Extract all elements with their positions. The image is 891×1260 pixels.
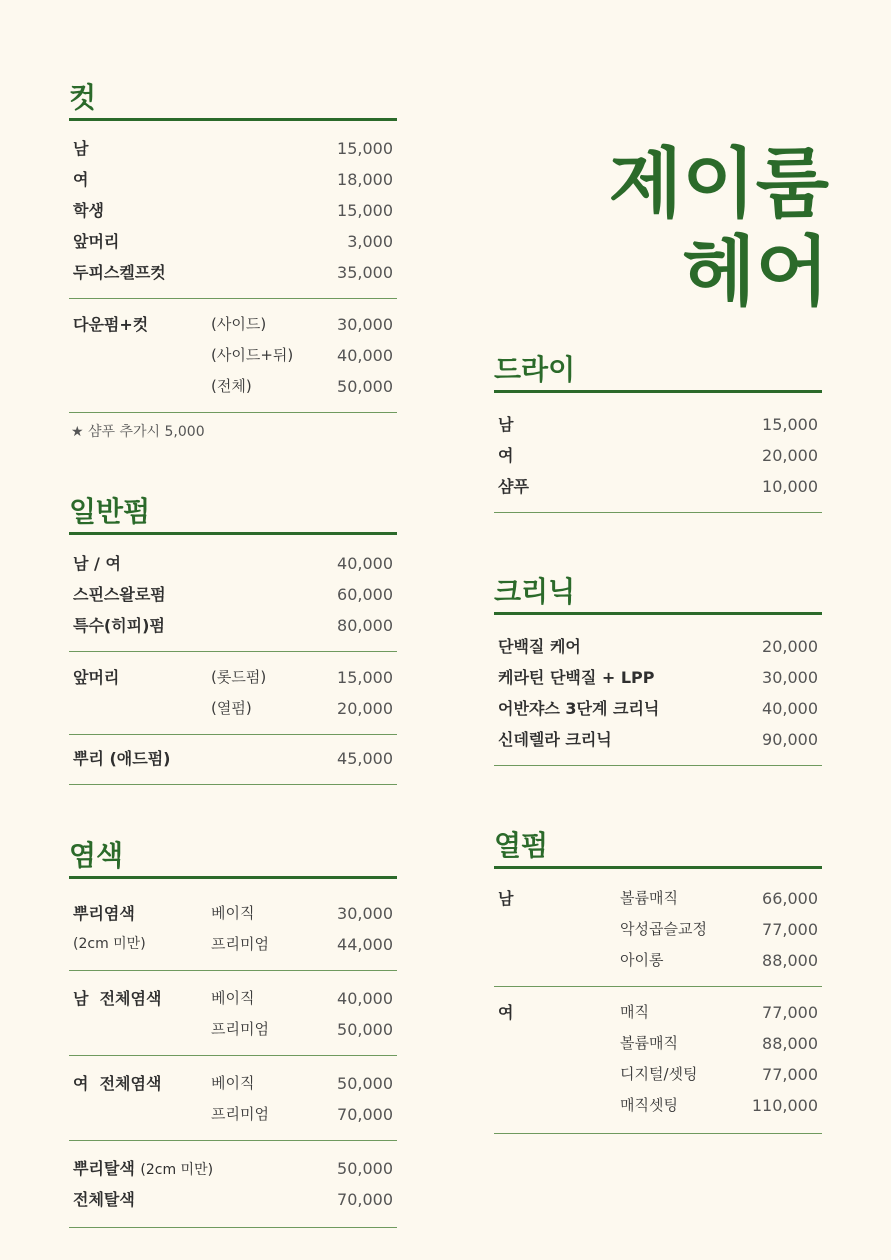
item-price: 10,000 (762, 477, 818, 496)
item-price: 20,000 (762, 446, 818, 465)
item-price: 18,000 (337, 170, 393, 189)
price-row (69, 226, 397, 257)
item-name: 앞머리 (73, 232, 120, 251)
price-group (69, 743, 397, 785)
item-price: 40,000 (337, 554, 393, 573)
item-option: 프리미엄 (211, 1105, 269, 1123)
price-row (494, 440, 822, 471)
price-row (69, 898, 397, 929)
item-price: 45,000 (337, 749, 393, 768)
item-name: 남 (498, 889, 514, 908)
price-row (494, 662, 822, 693)
price-row (494, 883, 822, 914)
item-price: 15,000 (762, 415, 818, 434)
price-group (494, 883, 822, 987)
item-option: 아이롱 (620, 951, 664, 969)
price-row (69, 1068, 397, 1099)
price-row (69, 309, 397, 340)
price-row (69, 743, 397, 774)
item-price: 50,000 (337, 1159, 393, 1178)
section-title: 크리닉 (494, 575, 576, 608)
item-name: 스핀스왈로펌 (73, 585, 166, 604)
item-price: 77,000 (762, 1065, 818, 1084)
price-group (69, 309, 397, 413)
section-color (69, 836, 397, 1228)
item-option: (롯드펌) (211, 668, 267, 686)
price-row (494, 914, 822, 945)
item-name: 남 (73, 139, 89, 158)
section-title: 드라이 (494, 353, 576, 386)
price-group (494, 997, 822, 1134)
section-cut (69, 78, 397, 440)
price-row (69, 610, 397, 641)
item-option: 매직셋팅 (620, 1096, 678, 1114)
item-price: 30,000 (337, 904, 393, 923)
item-name: 앞머리 (73, 668, 120, 687)
price-group (69, 133, 397, 299)
item-price: 3,000 (347, 232, 393, 251)
price-row (494, 471, 822, 502)
item-option: 악성곱슬교정 (620, 920, 707, 938)
item-price: 70,000 (337, 1190, 393, 1209)
price-group (494, 631, 822, 766)
item-name-main: 뿌리탈색 (73, 1159, 135, 1178)
item-price: 77,000 (762, 920, 818, 939)
item-price: 90,000 (762, 730, 818, 749)
item-price: 44,000 (337, 935, 393, 954)
item-name: 여 (73, 170, 89, 189)
item-name: 신데렐라 크리닉 (498, 730, 612, 749)
brand-line-2: 헤어 (682, 227, 829, 316)
section-title: 열펌 (494, 829, 549, 862)
price-row (69, 164, 397, 195)
item-price: 30,000 (337, 315, 393, 334)
price-row (69, 548, 397, 579)
item-name: 특수(히피)펌 (73, 616, 165, 635)
item-name: 남 전체염색 (73, 989, 162, 1008)
item-price: 60,000 (337, 585, 393, 604)
item-price: 40,000 (337, 346, 393, 365)
item-name: 여 (498, 1003, 514, 1022)
price-row (69, 662, 397, 693)
section-dry (494, 350, 822, 513)
item-name: 케라틴 단백질 + LPP (498, 668, 655, 687)
price-group (69, 1068, 397, 1141)
item-option: (사이드+뒤) (211, 346, 294, 364)
price-row (69, 983, 397, 1014)
item-price: 88,000 (762, 951, 818, 970)
section-title: 일반펌 (69, 495, 151, 528)
item-name: 남 (498, 415, 514, 434)
item-option: 볼륨매직 (620, 1034, 678, 1052)
section-perm (69, 492, 397, 785)
item-price: 50,000 (337, 377, 393, 396)
price-group (494, 409, 822, 513)
item-price: 77,000 (762, 1003, 818, 1022)
price-row (494, 1028, 822, 1059)
price-row (494, 945, 822, 976)
item-option: 베이직 (211, 989, 255, 1007)
item-name-small: (2cm 미만) (140, 1162, 214, 1178)
item-name: 전체탈색 (73, 1190, 135, 1209)
item-option: (열펌) (211, 699, 252, 717)
item-price: 88,000 (762, 1034, 818, 1053)
price-group (69, 1153, 397, 1228)
item-name: 여 전체염색 (73, 1074, 162, 1093)
brand-line-1: 제이룸 (608, 139, 829, 228)
item-name: 어반쟈스 3단계 크리닉 (498, 699, 660, 718)
price-row (494, 693, 822, 724)
item-option: 볼륨매직 (620, 889, 678, 907)
item-price: 40,000 (337, 989, 393, 1008)
item-price: 15,000 (337, 201, 393, 220)
item-option: 매직 (620, 1003, 649, 1021)
item-name: 다운펌+컷 (73, 315, 149, 334)
price-row (69, 371, 397, 402)
item-price: 15,000 (337, 139, 393, 158)
shampoo-note: ★ 샴푸 추가시 5,000 (71, 424, 205, 440)
item-option: 프리미엄 (211, 1020, 269, 1038)
price-row (494, 1059, 822, 1090)
item-price: 50,000 (337, 1074, 393, 1093)
item-option: (사이드) (211, 315, 267, 333)
price-row (494, 631, 822, 662)
item-name: 남 / 여 (73, 554, 121, 573)
price-row (494, 1090, 822, 1121)
price-row (494, 724, 822, 755)
section-title: 염색 (69, 839, 124, 872)
item-name: 학생 (73, 201, 104, 220)
item-name: 뿌리 (애드펌) (73, 749, 171, 768)
item-name: 단백질 케어 (498, 637, 581, 656)
item-option: (전체) (211, 377, 252, 395)
item-name: 두피스켈프컷 (73, 263, 166, 282)
item-option: 베이직 (211, 1074, 255, 1092)
section-clinic (494, 572, 822, 766)
item-name: 여 (498, 446, 514, 465)
item-name: 뿌리염색 (73, 904, 135, 923)
price-row (69, 929, 397, 960)
item-price: 66,000 (762, 889, 818, 908)
price-row (69, 1014, 397, 1045)
item-price: 70,000 (337, 1105, 393, 1124)
price-group (69, 983, 397, 1056)
price-row (494, 997, 822, 1028)
section-title: 컷 (69, 81, 97, 114)
price-row (494, 409, 822, 440)
item-price: 50,000 (337, 1020, 393, 1039)
price-row (69, 195, 397, 226)
item-price: 110,000 (751, 1096, 818, 1115)
item-option: 디지털/셋팅 (620, 1065, 698, 1083)
item-name (73, 1153, 213, 1186)
price-row (69, 257, 397, 288)
item-price: 20,000 (762, 637, 818, 656)
item-price: 80,000 (337, 616, 393, 635)
item-price: 30,000 (762, 668, 818, 687)
price-group (69, 898, 397, 971)
item-price: 35,000 (337, 263, 393, 282)
item-option: 베이직 (211, 904, 255, 922)
price-row (69, 1184, 397, 1215)
item-price: 15,000 (337, 668, 393, 687)
price-row (69, 1099, 397, 1130)
brand-title (609, 140, 829, 316)
item-price: 20,000 (337, 699, 393, 718)
price-group (69, 548, 397, 652)
price-row (69, 133, 397, 164)
price-row (69, 579, 397, 610)
item-option: 프리미엄 (211, 935, 269, 953)
item-price: 40,000 (762, 699, 818, 718)
price-group (69, 662, 397, 735)
item-name: 샴푸 (498, 477, 529, 496)
price-row (69, 1153, 397, 1184)
price-row (69, 693, 397, 724)
price-row (69, 340, 397, 371)
item-subnote: (2cm 미만) (73, 936, 146, 952)
section-heat-perm (494, 826, 822, 1134)
